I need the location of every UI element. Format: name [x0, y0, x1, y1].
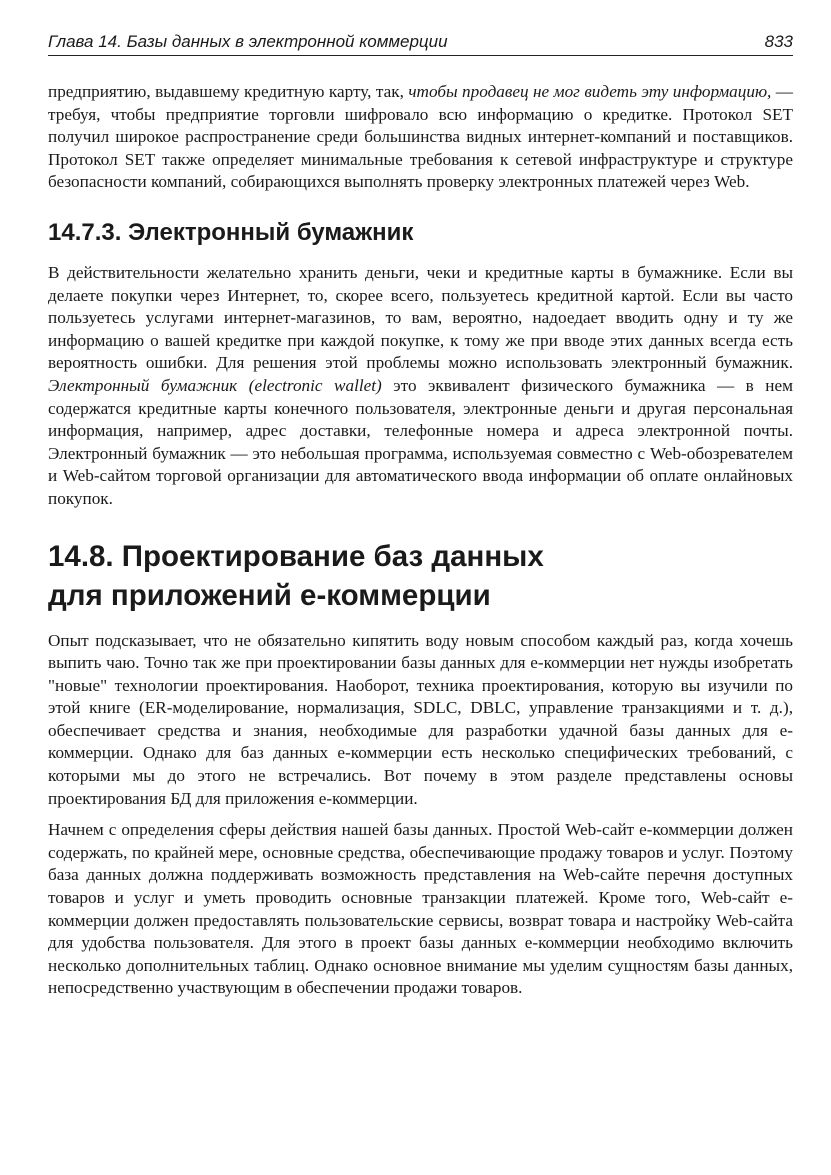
heading-line-2: для приложений е-коммерции: [48, 578, 491, 612]
italic-term: Электронный бумажник (electronic wallet): [48, 375, 382, 395]
paragraph-electronic-wallet: [48, 262, 793, 511]
paragraph-design-scope: Начнем с определения сферы действия нашей базы данных. Простой Web-сайт е-коммерции должен содержать, по крайней мере, основные средства, обеспечивающие продажу товаров и услуг. Поэтому база данных должна поддерживать возможность представления на Web-сайте перечня доступных товаров и услуг и уметь проводить основные транзакции платежей. Кроме того, Web-сайт е-коммерции должен предоставлять пользовательские сервисы, возврат товара и настройку Web-сайта для удобства пользователя. Для этого в проект базы данных е-коммерции необходимо включить несколько дополнительных таблиц. Однако основное внимание мы уделим сущностям базы данных, непосредственно участвующим в обеспечении продажи товаров.: [48, 820, 793, 998]
chapter-title: Глава 14. Базы данных в электронной коммерции: [48, 32, 448, 51]
heading-line-1: 14.8. Проектирование баз данных: [48, 539, 544, 573]
section-heading-14-8: [48, 537, 793, 615]
paragraph-design-intro: Опыт подсказывает, что не обязательно кипятить воду новым способом каждый раз, когда хочешь выпить чаю. Точно так же при проектировании базы данных для е-коммерции нет нужды изобретать "новые" технологии проектирования. Наоборот, техника проектирования, которую вы изучили по этой книге (ER-моделирование, нормализация, SDLC, DBLC, управление транзакциями и т. д.), обеспечивает средства и знания, необходимые для разработки удачной базы данных для е-коммерции. Однако для баз данных е-коммерции есть несколько специфических требований, с которыми мы до этого не встречались. Вот почему в этом разделе представлены основы проектирования БД для приложения е-коммерции.: [48, 630, 793, 808]
page-number: 833: [764, 32, 793, 51]
text-run: это эквивалент физического бумажника — в нем содержатся кредитные карты конечного пользователя, электронные деньги и другая персональная информация, например, адрес доставки, телефонные номера и адреса электронной почты. Электронный бумажник — это небольшая программа, используемая совместно с Web-обозревателем и Web-сайтом торговой организации для автоматического ввода информации об оплате онлайновых покупок.: [48, 375, 793, 508]
text-run: В действительности желательно хранить деньги, чеки и кредитные карты в бумажнике. Если вы делаете покупки через Интернет, то, скорее всего, пользуетесь кредитной картой. Если вы часто пользуетесь услугами интернет-магазинов, то вам, вероятно, надоедает вводить одну и ту же информацию о вашей кредитке при каждой покупке, к тому же при вводе этих данных всегда есть вероятность ошибки. Для решения этой проблемы можно использовать электронный бумажник.: [48, 262, 793, 373]
running-header: [48, 30, 793, 56]
paragraph-set-protocol: [48, 81, 793, 194]
book-page: [48, 30, 793, 1000]
italic-run: чтобы продавец не мог видеть эту информацию,: [408, 82, 772, 101]
section-heading-14-7-3: 14.7.3. Электронный бумажник: [48, 218, 414, 246]
text-run: предприятию, выдавшему кредитную карту, так,: [48, 82, 409, 101]
text-run: — требуя, чтобы предприятие торговли шифровало всю информацию о кредитке. Протокол SET получил широкое распространение среди большинства видных интернет-компаний и поставщиков. Протокол SET также определяет минимальные требования к сетевой инфраструктуре и структуре безопасности компаний, собирающихся выполнять проверку электронных платежей через Web.: [48, 82, 793, 192]
